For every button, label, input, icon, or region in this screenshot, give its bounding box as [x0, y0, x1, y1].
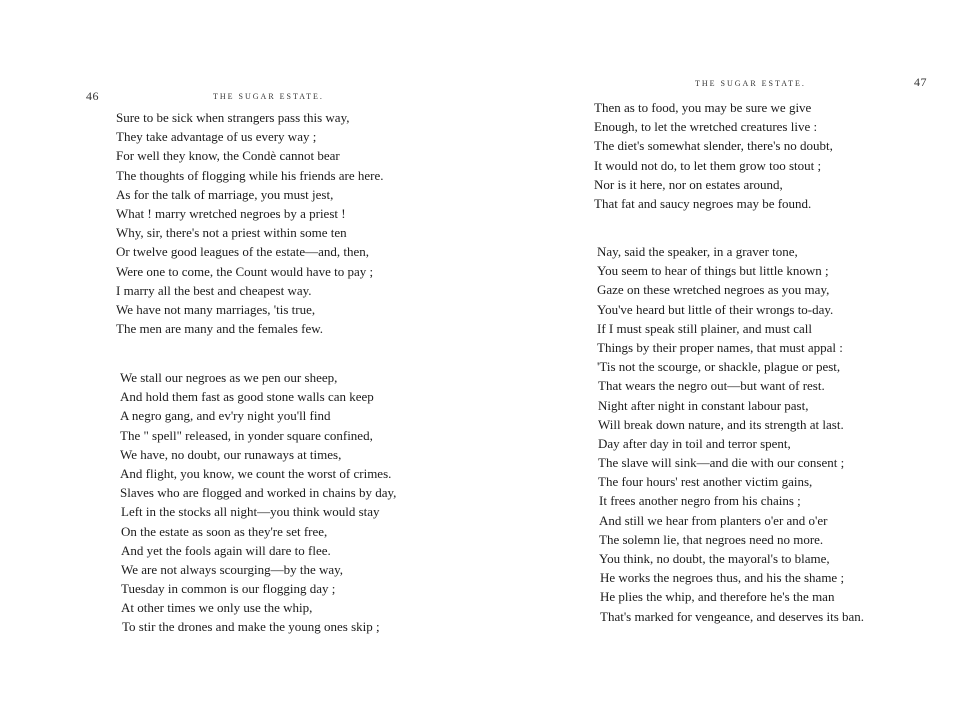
- poem-line: That's marked for vengeance, and deserves its ban.: [600, 608, 865, 624]
- poem-line: And hold them fast as good stone walls can keep: [120, 389, 374, 405]
- poem-line: The solemn lie, that negroes need no more.: [599, 531, 824, 547]
- poem-line: Gaze on these wretched negroes as you may,: [597, 282, 830, 298]
- poem-stanza: [594, 98, 833, 213]
- poem-line: Tuesday in common is our flogging day ;: [121, 581, 336, 597]
- poem-line: What ! marry wretched negroes by a priest !: [116, 205, 346, 221]
- poem-line: And flight, you know, we count the worst of crimes.: [120, 465, 392, 481]
- poem-line: Things by their proper names, that must appal :: [597, 339, 843, 355]
- poem-line: 'Tis not the scourge, or shackle, plague or pest,: [597, 359, 841, 375]
- poem-line: Why, sir, there's not a priest within some ten: [116, 225, 347, 241]
- poem-line: That fat and saucy negroes may be found.: [594, 195, 812, 211]
- poem-line: At other times we only use the whip,: [121, 600, 313, 616]
- poem-line: Nay, said the speaker, in a graver tone,: [597, 244, 798, 259]
- poem-line: Day after day in toil and terror spent,: [598, 435, 791, 451]
- poem-line: You've heard but little of their wrongs to-day.: [597, 301, 834, 317]
- running-head: THE SUGAR ESTATE.: [695, 79, 806, 88]
- poem-line: You think, no doubt, the mayoral's to blame,: [599, 551, 830, 566]
- poem-line: The " spell" released, in yonder square confined,: [120, 427, 373, 443]
- poem-line: Night after night in constant labour past,: [598, 397, 809, 413]
- page-number: 46: [86, 89, 99, 103]
- poem-line: Or twelve good leagues of the estate—and, then,: [116, 244, 370, 260]
- poem-line: On the estate as soon as they're set free,: [121, 523, 328, 539]
- poem-line: They take advantage of us every way ;: [116, 129, 317, 145]
- poem-line: Enough, to let the wretched creatures live :: [594, 119, 818, 135]
- running-head: THE SUGAR ESTATE.: [213, 92, 324, 101]
- poem-line: It frees another negro from his chains ;: [599, 493, 801, 509]
- poem-line: Then as to food, you may be sure we give: [594, 100, 812, 115]
- poem-line: We are not always scourging—by the way,: [121, 561, 344, 577]
- poem-line: It would not do, to let them grow too stout ;: [594, 157, 822, 173]
- poem-line: And yet the fools again will dare to flee.: [121, 542, 331, 558]
- poem-line: Left in the stocks all night—you think would stay: [121, 504, 380, 520]
- poem-stanza: [116, 108, 384, 338]
- poem-line: To stir the drones and make the young ones skip ;: [122, 619, 380, 635]
- poem-line: Were one to come, the Count would have to pay ;: [116, 263, 374, 279]
- poem-line: The diet's somewhat slender, there's no doubt,: [594, 138, 833, 154]
- poem-stanza: [597, 242, 864, 626]
- poem-line: That wears the negro out—but want of rest.: [598, 378, 825, 394]
- poem-line: The four hours' rest another victim gains,: [598, 474, 813, 490]
- poem-line: The men are many and the females few.: [116, 321, 324, 337]
- right-page: [490, 0, 980, 723]
- poem-line: We have, no doubt, our runaways at times,: [120, 446, 342, 462]
- poem-line: Will break down nature, and its strength at last.: [598, 416, 844, 432]
- poem-line: A negro gang, and ev'ry night you'll find: [120, 408, 331, 424]
- poem-line: If I must speak still plainer, and must call: [597, 320, 813, 336]
- poem-line: Slaves who are flogged and worked in chains by day,: [120, 485, 397, 501]
- poem-line: He plies the whip, and therefore he's the man: [600, 589, 835, 605]
- poem-line: Nor is it here, nor on estates around,: [594, 176, 783, 192]
- poem-line: He works the negroes thus, and his the shame ;: [600, 570, 845, 586]
- poem-line: Sure to be sick when strangers pass this way,: [116, 110, 350, 125]
- poem-line: The slave will sink—and die with our consent ;: [598, 455, 845, 471]
- poem-line: The thoughts of flogging while his friends are here.: [116, 167, 384, 183]
- poem-line: As for the talk of marriage, you must jest,: [116, 186, 334, 202]
- poem-line: We stall our negroes as we pen our sheep,: [120, 370, 338, 385]
- poem-stanza: [120, 368, 396, 637]
- poem-line: I marry all the best and cheapest way.: [116, 282, 312, 298]
- page-number: 47: [914, 75, 927, 89]
- poem-line: You seem to hear of things but little known ;: [597, 263, 829, 279]
- poem-line: We have not many marriages, 'tis true,: [116, 301, 316, 317]
- poem-line: And still we hear from planters o'er and o'er: [599, 512, 828, 528]
- poem-line: For well they know, the Condè cannot bear: [116, 148, 340, 164]
